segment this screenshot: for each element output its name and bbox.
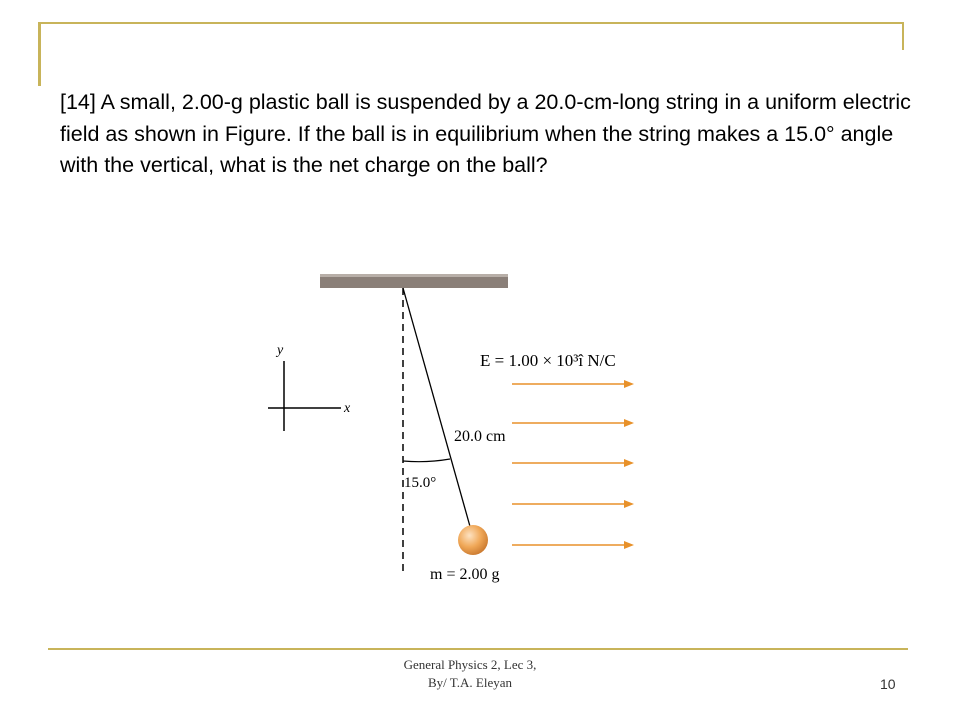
frame-right-rule bbox=[902, 22, 904, 50]
frame-top-rule bbox=[40, 22, 904, 24]
angle-label: 15.0° bbox=[404, 475, 437, 491]
field-arrows bbox=[512, 380, 634, 549]
mass-label: m = 2.00 g bbox=[430, 566, 500, 583]
x-axis-label: x bbox=[344, 401, 351, 416]
pendulum-figure bbox=[262, 268, 682, 598]
angle-arc bbox=[403, 459, 450, 462]
footer-line-1: General Physics 2, Lec 3, bbox=[403, 657, 537, 672]
page-number: 10 bbox=[880, 676, 896, 692]
question-text: [14] A small, 2.00-g plastic ball is suspended by a 20.0-cm-long string in a uniform electric field as shown in Figure. If the ball is in equilibrium when the string makes a 15.0° angle with the vertical, what is the net charge on the ball? bbox=[60, 90, 911, 177]
string bbox=[403, 288, 471, 530]
length-label: 20.0 cm bbox=[454, 428, 506, 445]
charged-ball bbox=[458, 525, 488, 555]
footer-line-2: By/ T.A. Eleyan bbox=[427, 675, 512, 690]
footer-rule bbox=[48, 648, 908, 650]
field-label: E = 1.00 × 10³î N/C bbox=[480, 351, 616, 370]
frame-left-rule bbox=[38, 22, 41, 86]
footer-credit bbox=[340, 656, 600, 692]
y-axis-label: y bbox=[277, 343, 284, 358]
